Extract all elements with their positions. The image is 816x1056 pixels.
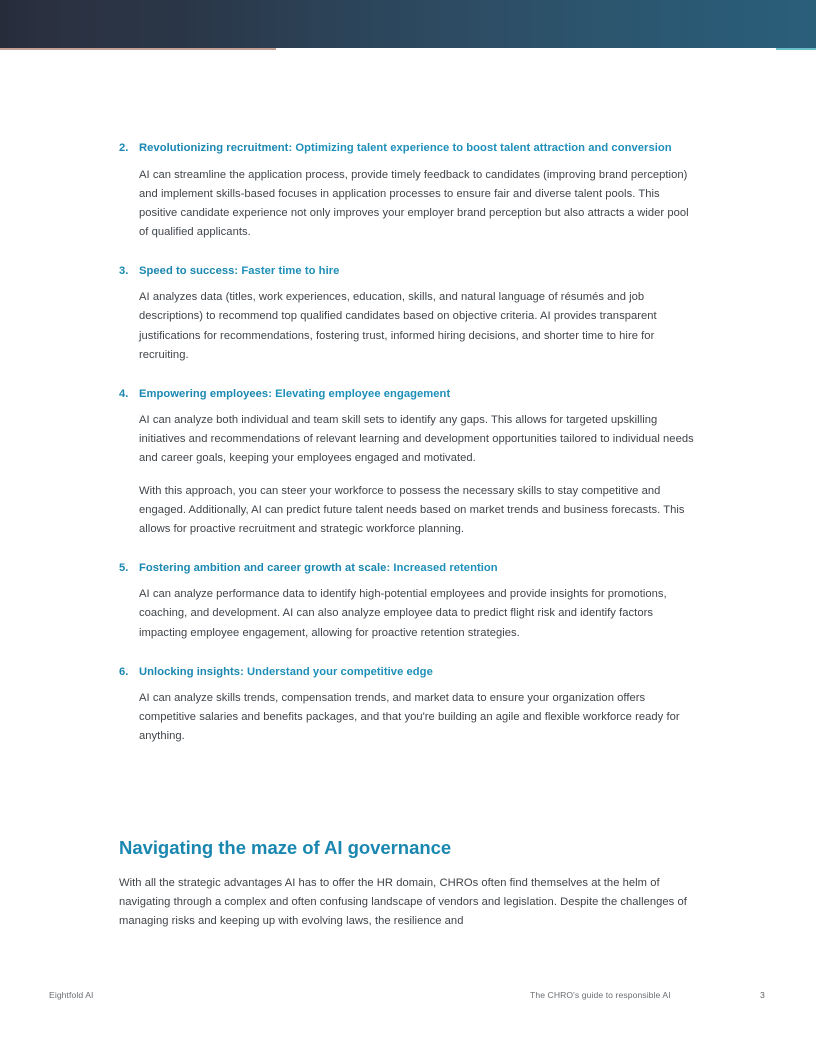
list-item-title-tail: : Elevating employee engagement	[268, 387, 451, 400]
list-item-title-tail: : Faster time to hire	[234, 264, 340, 277]
list-item-paragraph: With this approach, you can steer your workforce to possess the necessary skills to stay competitive and engaged. Additionally, AI can predict future talent needs based on market trends and business forecasts. This allows for proactive recruitment and strategic workforce planning.	[139, 484, 685, 535]
list-item-title	[139, 664, 701, 681]
list-item-title-lead: Unlocking insights	[139, 665, 241, 678]
list-item-title-lead: Revolutionizing recruitment	[139, 142, 289, 154]
list-item	[119, 664, 701, 747]
list-item-number: 6.	[119, 665, 129, 678]
list-item	[119, 386, 701, 539]
list-item-heading	[119, 560, 701, 577]
list-item-paragraph: AI analyzes data (titles, work experiences, education, skills, and natural language of résumés and job descriptions) to recommend top qualified candidates based on objective criteria. AI provides transparent justifications for recommendations, fostering trust, informed hiring decisions, and shorter time to hire for recruiting.	[139, 291, 657, 361]
list-item-number: 2.	[119, 142, 129, 154]
list-item-heading	[119, 664, 701, 681]
numbered-list	[119, 140, 701, 758]
list-item-number: 3.	[119, 264, 129, 277]
list-item-number: 4.	[119, 387, 129, 400]
list-item-heading	[119, 263, 701, 280]
list-item-number: 5.	[119, 561, 129, 574]
list-item-title-lead: Empowering employees	[139, 387, 269, 400]
section-block	[119, 836, 701, 931]
list-item-paragraph: AI can streamline the application process, provide timely feedback to candidates (improving brand perception) and implement skills-based focuses in application processes to ensure fair and diverse talent pools. This positive candidate experience not only improves your employer brand perception but also attracts a wider pool of qualified applicants.	[139, 168, 689, 238]
list-item-heading	[119, 140, 701, 157]
list-item-title	[139, 140, 701, 157]
list-item-title	[139, 560, 701, 577]
list-item-title-tail: : Optimizing talent experience to boost talent attraction and conversion	[288, 142, 672, 154]
list-item-title	[139, 386, 701, 403]
page-footer	[0, 988, 816, 1008]
section-body-paragraph: With all the strategic advantages AI has to offer the HR domain, CHROs often find themselves at the helm of navigating through a complex and often confusing landscape of vendors and legislation. Despite the challenges of managing risks and keeping up with evolving laws, the resilience and	[119, 877, 687, 928]
footer-page-number: 3	[760, 990, 765, 1000]
list-item-paragraph: AI can analyze performance data to identify high-potential employees and provide insights for promotions, coaching, and development. AI can also analyze employee data to predict flight risk and identify factors impacting employee engagement, allowing for proactive retention strategies.	[139, 588, 667, 639]
list-item-title-tail: : Understand your competitive edge	[240, 665, 433, 678]
list-item-heading	[119, 386, 701, 403]
list-item	[119, 263, 701, 365]
list-item-title-lead: Speed to success	[139, 264, 235, 277]
list-item	[119, 140, 701, 242]
list-item-title-lead: Fostering ambition and career growth at scale	[139, 561, 387, 574]
list-item	[119, 560, 701, 643]
section-heading: Navigating the maze of AI governance	[119, 837, 452, 858]
list-item-paragraph: AI can analyze both individual and team skill sets to identify any gaps. This allows for targeted upskilling initiatives and recommendations of relevant learning and development opportunities tailored to individual needs and career goals, keeping your employees engaged and motivated.	[139, 414, 694, 465]
list-item-paragraph: AI can analyze skills trends, compensation trends, and market data to ensure your organization offers competitive salaries and benefits packages, and that you're building an agile and flexible workforce ready for anything.	[139, 692, 680, 743]
list-item-title	[139, 263, 701, 280]
footer-document-title: The CHRO's guide to responsible AI	[530, 990, 671, 1000]
list-item-title-tail: : Increased retention	[386, 561, 498, 574]
footer-brand: Eightfold AI	[49, 990, 94, 1000]
